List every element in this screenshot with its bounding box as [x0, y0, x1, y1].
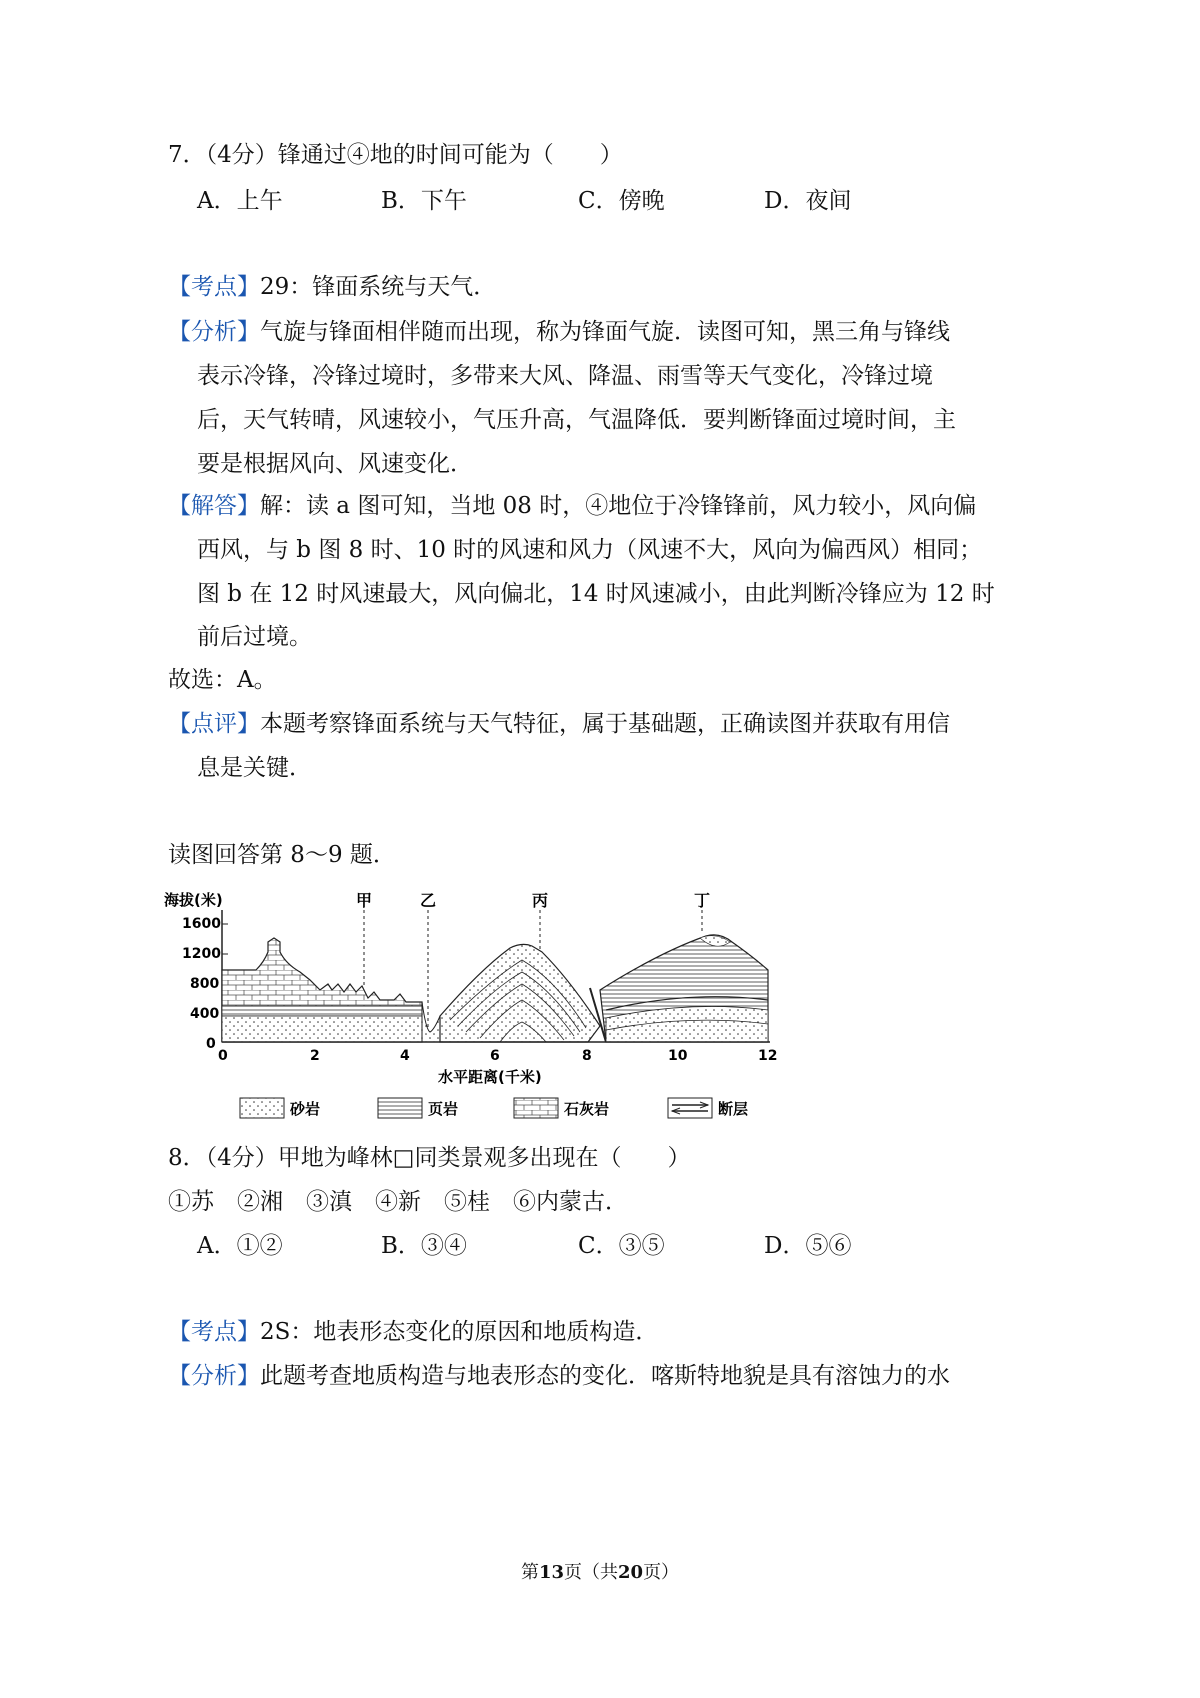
footer-suffix: 页）: [643, 1562, 680, 1583]
q7-answer: 故选：A。: [168, 667, 277, 693]
q8-option-d: D．⑤⑥: [764, 1233, 852, 1259]
q7-dianping-line-2: 息是关键．: [197, 755, 312, 781]
q7-jieda-line-1: [168, 491, 976, 521]
x-tick-2: 2: [310, 1048, 320, 1064]
q8-choices: ①苏 ②湘 ③滇 ④新 ⑤桂 ⑥内蒙古．: [168, 1189, 628, 1215]
dianping-tag: 【点评】: [168, 711, 260, 737]
kaodian-text: 2S：地表形态变化的原因和地质构造．: [260, 1319, 659, 1345]
q7-fenxi-line-3: 后，天气转晴，风速较小，气压升高，气温降低．要判断锋面过境时间，主: [197, 407, 956, 433]
y-tick-800: 800: [190, 976, 220, 992]
q8-kaodian: [168, 1317, 658, 1347]
footer-page-number: 13: [538, 1562, 564, 1583]
x-tick-0: 0: [218, 1048, 228, 1064]
q7-fenxi-line-1: [168, 317, 950, 347]
fenxi-text: 气旋与锋面相伴随而出现，称为锋面气旋．读图可知，黑三角与锋线: [260, 319, 950, 345]
legend-limestone-swatch: [514, 1098, 558, 1118]
intro-8-9: 读图回答第 8～9 题．: [168, 842, 396, 868]
jieda-text: 解：读 a 图可知，当地 08 时，④地位于冷锋锋前，风力较小，风向偏: [260, 493, 977, 519]
q8-option-c: C．③⑤: [578, 1233, 665, 1259]
q7-stem: 7．（4分）锋通过④地的时间可能为（ ）: [168, 142, 623, 168]
legend-sandstone-swatch: [240, 1098, 284, 1118]
x-tick-10: 10: [668, 1048, 688, 1064]
legend-fault-swatch: [668, 1098, 712, 1118]
y-tick-1600: 1600: [182, 916, 221, 932]
y-axis-label: 海拔(米): [164, 891, 223, 909]
y-tick-400: 400: [190, 1006, 220, 1022]
q7-option-b: B．下午: [381, 188, 467, 214]
q7-fenxi-line-4: 要是根据风向、风速变化．: [197, 451, 473, 477]
x-tick-6: 6: [490, 1048, 500, 1064]
legend-shale-swatch: [378, 1098, 422, 1118]
footer-mid: 页（共: [564, 1562, 618, 1583]
x-tick-8: 8: [582, 1048, 592, 1064]
q8-stem: 8．（4分）甲地为峰林□同类景观多出现在（ ）: [168, 1145, 691, 1171]
q7-option-c: C．傍晚: [578, 188, 665, 214]
x-tick-4: 4: [400, 1048, 410, 1064]
anticline: [440, 944, 600, 1042]
q8-fenxi: [168, 1361, 950, 1391]
fenxi-tag: 【分析】: [168, 319, 260, 345]
kaodian-tag: 【考点】: [168, 274, 260, 300]
q8-option-b: B．③④: [381, 1233, 467, 1259]
shale-layer-left: [222, 1006, 422, 1016]
legend-fault: 断层: [718, 1100, 749, 1118]
site-label-bing: 丙: [532, 891, 549, 910]
q7-option-d: D．夜间: [764, 188, 852, 214]
q7-jieda-line-3: 图 b 在 12 时风速最大，风向偏北，14 时风速减小，由此判断冷锋应为 12 时: [197, 581, 995, 607]
legend-shale: 页岩: [428, 1100, 459, 1118]
q7-kaodian: [168, 272, 496, 302]
legend-sandstone: 砂岩: [290, 1100, 321, 1118]
dianping-text: 本题考察锋面系统与天气特征，属于基础题，正确读图并获取有用信: [260, 711, 950, 737]
q7-option-a: A．上午: [197, 188, 283, 214]
kaodian-tag: 【考点】: [168, 1319, 260, 1345]
footer-prefix: 第: [520, 1562, 539, 1583]
footer-total-pages: 20: [618, 1562, 644, 1583]
fenxi-tag: 【分析】: [168, 1363, 260, 1389]
geology-cross-section-figure: [160, 880, 800, 1130]
q7-dianping-line-1: [168, 709, 950, 739]
page-footer: [0, 1561, 1200, 1585]
site-label-ding: 丁: [694, 891, 711, 910]
q8-option-a: A．①②: [197, 1233, 283, 1259]
q7-jieda-line-4: 前后过境。: [197, 624, 312, 650]
legend-limestone: 石灰岩: [564, 1100, 610, 1118]
q7-jieda-line-2: 西风，与 b 图 8 时、10 时的风速和风力（风速不大，风向为偏西风）相同；: [197, 537, 983, 563]
jieda-tag: 【解答】: [168, 493, 260, 519]
site-label-jia: 甲: [356, 891, 373, 910]
q7-fenxi-line-2: 表示冷锋，冷锋过境时，多带来大风、降温、雨雪等天气变化，冷锋过境: [197, 363, 933, 389]
fenxi-text: 此题考查地质构造与地表形态的变化．喀斯特地貌是具有溶蚀力的水: [260, 1363, 950, 1389]
x-axis-label: 水平距离(千米): [438, 1068, 542, 1086]
sandstone-layer-left: [222, 1016, 422, 1042]
y-tick-1200: 1200: [182, 946, 221, 962]
valley: [422, 1002, 440, 1042]
site-label-yi: 乙: [420, 891, 437, 910]
y-tick-0: 0: [206, 1036, 216, 1052]
x-tick-12: 12: [758, 1048, 778, 1064]
kaodian-text: 29：锋面系统与天气．: [260, 274, 497, 300]
